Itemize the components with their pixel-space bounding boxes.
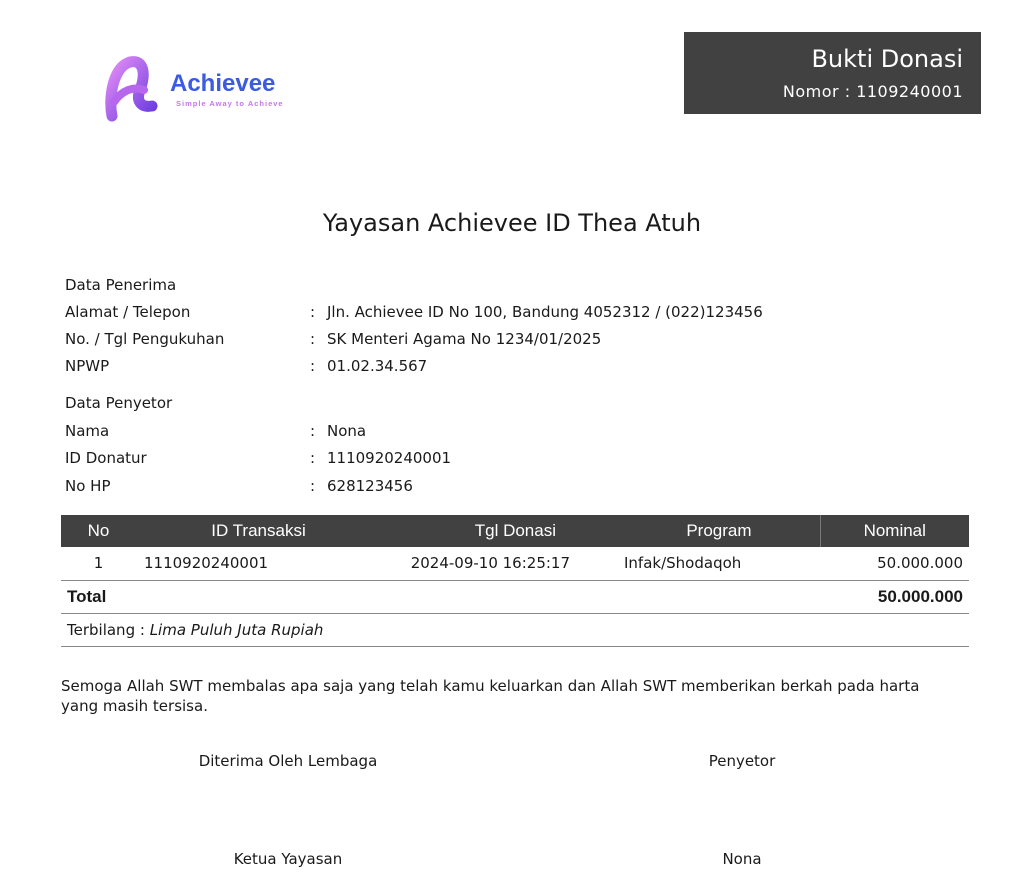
organization-name: Yayasan Achievee ID Thea Atuh [322,209,702,237]
info-row-alamat [65,302,763,322]
cell-program: Infak/Shodaqoh [576,547,820,580]
penyetor-heading: Data Penyetor [65,394,173,412]
cell-nominal: 50.000.000 [820,547,969,580]
info-label: NPWP [65,357,110,375]
info-colon: : [310,303,316,321]
info-label: Alamat / Telepon [65,303,191,321]
terbilang-label: Terbilang : [67,620,145,639]
info-value: SK Menteri Agama No 1234/01/2025 [327,330,602,348]
info-label: No HP [65,477,111,495]
info-label: ID Donatur [65,449,147,467]
col-nominal: Nominal [820,515,969,547]
info-row-pengukuhan [65,329,602,349]
info-row-id-donatur [65,448,452,468]
info-value: Nona [327,422,367,440]
info-colon: : [310,330,316,348]
info-value: Jln. Achievee ID No 100, Bandung 4052312 / (022)123456 [327,303,763,321]
signature-left-name: Ketua Yayasan [233,850,343,868]
signature-left-title: Diterima Oleh Lembaga [198,752,378,770]
receipt-header [684,32,981,114]
total-label: Total [61,580,820,613]
logo-wordmark: Achievee [170,70,276,97]
donation-table [61,515,969,647]
info-label: No. / Tgl Pengukuhan [65,330,225,348]
info-colon: : [310,449,316,467]
info-value: 01.02.34.567 [327,357,428,375]
receipt-number: Nomor : 1109240001 [782,82,963,101]
total-row [61,580,969,613]
cell-id-transaksi: 1110920240001 [136,547,381,580]
info-value: 628123456 [327,477,413,495]
achievee-logo [100,56,300,126]
info-colon: : [310,477,316,495]
info-colon: : [310,357,316,375]
table-header [61,515,969,547]
table-row [61,547,969,580]
col-no: No [61,515,136,547]
col-program: Program [576,515,820,547]
receipt-title: Bukti Donasi [811,45,963,73]
signature-right-name: Nona [722,850,762,868]
terbilang-value: Lima Puluh Juta Rupiah [149,620,324,639]
info-label: Nama [65,422,110,440]
logo-mark-icon [100,56,170,126]
closing-message: Semoga Allah SWT membalas apa saja yang telah kamu keluarkan dan Allah SWT memberikan berkah pada harta yang masih tersisa. [61,677,920,715]
terbilang-row [61,613,969,646]
total-value: 50.000.000 [820,580,969,613]
info-row-nama [65,421,367,441]
col-tgl-donasi: Tgl Donasi [381,515,576,547]
cell-tgl-donasi: 2024-09-10 16:25:17 [381,547,576,580]
info-row-npwp [65,356,428,376]
logo-tagline: Simple Away to Achieve [176,99,284,108]
signature-right-title: Penyetor [708,752,776,770]
col-id-transaksi: ID Transaksi [136,515,381,547]
penerima-heading: Data Penerima [65,276,177,294]
info-row-no-hp [65,476,413,496]
info-colon: : [310,422,316,440]
info-value: 1110920240001 [327,449,452,467]
cell-no: 1 [61,547,136,580]
